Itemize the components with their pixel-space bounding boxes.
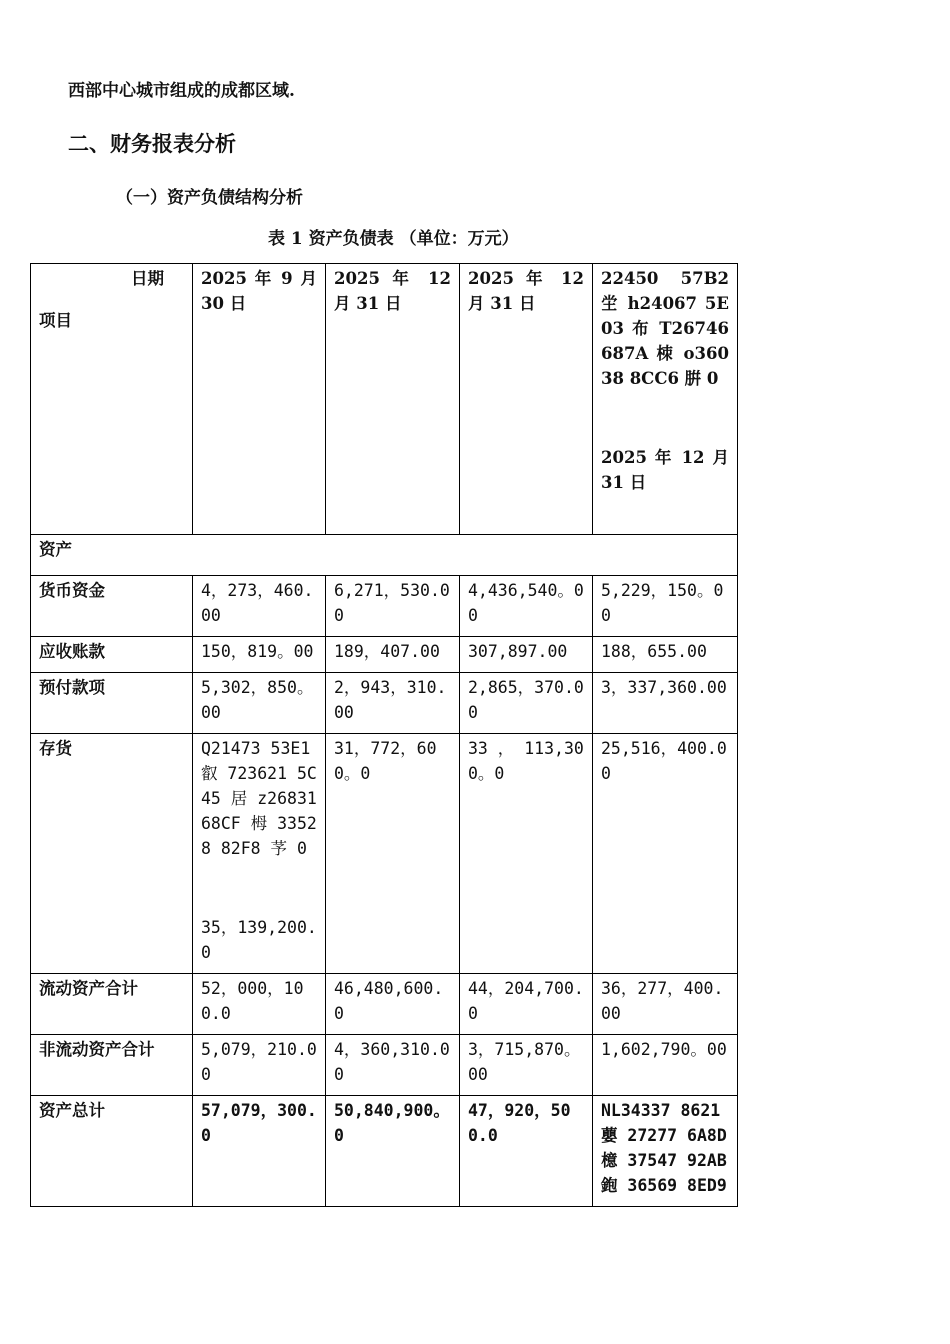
header-date-label: 日期 [131, 269, 164, 288]
intro-text: 西部中心城市组成的成都区域. [68, 81, 295, 101]
section-assets-label: 资产 [31, 535, 738, 576]
cell-value: 5,079，210.00 [193, 1035, 326, 1096]
cell-value: 1,602,790。00 [593, 1035, 738, 1096]
cell-value: 3，715,870。00 [460, 1035, 593, 1096]
row-label: 非流动资产合计 [31, 1035, 193, 1096]
cell-value: 46,480,600.0 [326, 974, 460, 1035]
cell-value: 50,840,900。0 [326, 1096, 460, 1207]
row-label: 预付款项 [31, 673, 193, 734]
cell-value: 4，273，460.00 [193, 576, 326, 637]
col4-header-date: 2025 年 12 月 31 日 [601, 448, 729, 492]
section-row-assets [31, 535, 738, 576]
section-title: 二、财务报表分析 [68, 131, 236, 156]
cell-value [193, 734, 326, 974]
cell-value: 44，204,700.0 [460, 974, 593, 1035]
table-row [31, 637, 738, 673]
cell-value: 47，920，500.0 [460, 1096, 593, 1207]
cell-value: 25,516，400.00 [593, 734, 738, 974]
cell-value: 150，819。00 [193, 637, 326, 673]
cell-value: 5,302，850。00 [193, 673, 326, 734]
header-item-label: 项目 [39, 311, 72, 330]
table-row [31, 974, 738, 1035]
cell-value: 2,865，370.00 [460, 673, 593, 734]
col4-header [593, 264, 738, 535]
subsection-title: （一）资产负债结构分析 [116, 188, 303, 208]
row-label: 资产总计 [31, 1096, 193, 1207]
cell-value: NL34337 8621 蘡 27277 6A8D 檍 37547 92AB 鉋 36569 8ED9 [593, 1096, 738, 1207]
cell-value-garbled: Q21473 53E1 叡 723621 5C45 居 z26831 68CF 栂 33528 82F8 芧 0 [201, 739, 317, 858]
cell-value: 57,079，300.0 [193, 1096, 326, 1207]
table-row [31, 673, 738, 734]
cell-value-extra: 35，139,200.0 [201, 918, 317, 962]
col2-header: 2025 年 12 月 31 日 [326, 264, 460, 535]
cell-value: 36，277，400.00 [593, 974, 738, 1035]
cell-value: 4，360,310.00 [326, 1035, 460, 1096]
table-row [31, 734, 738, 974]
row-label: 存货 [31, 734, 193, 974]
row-label: 流动资产合计 [31, 974, 193, 1035]
table-row [31, 1035, 738, 1096]
cell-value: 33 ， 113,300。0 [460, 734, 593, 974]
cell-value: 3，337,360.00 [593, 673, 738, 734]
cell-value: 2，943，310.00 [326, 673, 460, 734]
row-label: 应收账款 [31, 637, 193, 673]
header-corner-cell [31, 264, 193, 535]
col1-header: 2025 年 9 月 30 日 [193, 264, 326, 535]
cell-value: 31，772，600。0 [326, 734, 460, 974]
cell-value: 4,436,540。00 [460, 576, 593, 637]
cell-value: 307,897.00 [460, 637, 593, 673]
table-caption: 表 1 资产负债表 （单位：万元） [268, 229, 519, 249]
row-label: 货币资金 [31, 576, 193, 637]
cell-value: 189，407.00 [326, 637, 460, 673]
cell-value: 188，655.00 [593, 637, 738, 673]
cell-value: 6,271，530.00 [326, 576, 460, 637]
col3-header: 2025 年 12 月 31 日 [460, 264, 593, 535]
cell-value: 5,229，150。00 [593, 576, 738, 637]
table-row-total [31, 1096, 738, 1207]
table-row [31, 576, 738, 637]
col4-header-garbled: 22450 57B2 坣 h24067 5E03 布 T26746 687A 栜 o36038 8CC6 腁 0 [601, 269, 729, 388]
cell-value: 52，000，100.0 [193, 974, 326, 1035]
table-header-row [31, 264, 738, 535]
balance-sheet-table [30, 263, 738, 1207]
